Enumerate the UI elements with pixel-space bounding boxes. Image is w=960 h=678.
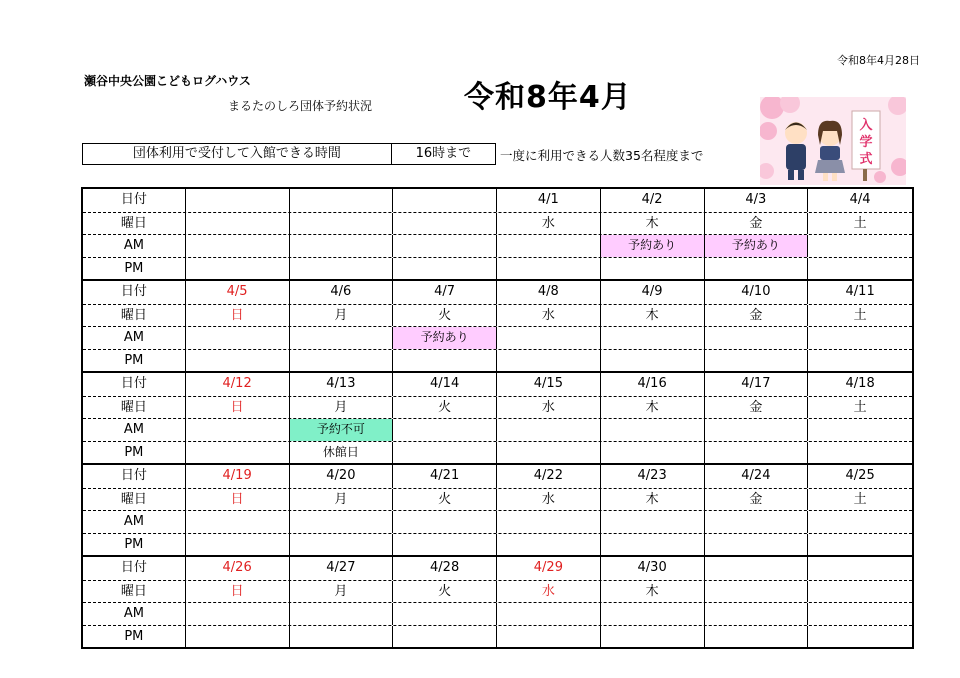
date-cell: 4/29 xyxy=(497,557,601,580)
date-cell: 4/20 xyxy=(290,465,394,488)
row-label: PM xyxy=(83,626,186,648)
pm-slot xyxy=(497,258,601,280)
issue-date: 令和8年4月28日 xyxy=(837,54,920,67)
pm-slot xyxy=(705,626,809,648)
am-slot xyxy=(290,603,394,625)
weekday-cell: 火 xyxy=(393,305,497,327)
date-cell xyxy=(808,557,912,580)
am-slot xyxy=(705,419,809,441)
am-slot xyxy=(808,419,912,441)
am-slot xyxy=(601,327,705,349)
am-slot xyxy=(497,235,601,257)
pm-slot xyxy=(601,626,705,648)
pm-slot xyxy=(186,350,290,372)
pm-row xyxy=(83,625,912,648)
am-slot xyxy=(186,327,290,349)
weekday-cell: 木 xyxy=(601,397,705,419)
pm-slot xyxy=(601,442,705,464)
am-slot xyxy=(601,603,705,625)
date-row xyxy=(83,557,912,580)
weekday-cell: 水 xyxy=(497,213,601,235)
row-label: 曜日 xyxy=(83,305,186,327)
date-cell: 4/15 xyxy=(497,373,601,396)
date-cell: 4/23 xyxy=(601,465,705,488)
date-cell: 4/14 xyxy=(393,373,497,396)
date-cell: 4/19 xyxy=(186,465,290,488)
weekday-cell: 土 xyxy=(853,491,867,507)
row-label: 日付 xyxy=(83,373,186,396)
row-label: 日付 xyxy=(83,281,186,304)
weekday-cell: 火 xyxy=(393,397,497,419)
date-cell: 4/6 xyxy=(290,281,394,304)
am-slot xyxy=(497,327,601,349)
am-row xyxy=(83,234,912,257)
pm-slot xyxy=(705,350,809,372)
calendar-week xyxy=(83,555,912,647)
date-cell: 4/21 xyxy=(393,465,497,488)
weekday-cell: 金 xyxy=(705,489,809,511)
am-slot xyxy=(601,511,705,533)
weekday-cell: 木 xyxy=(601,213,705,235)
am-slot xyxy=(601,419,705,441)
weekday-row xyxy=(83,396,912,419)
closed-day-label: 休館日 xyxy=(290,442,394,464)
weekday-cell xyxy=(705,581,809,603)
pm-row xyxy=(83,441,912,464)
weekday-cell xyxy=(290,213,394,235)
am-row xyxy=(83,326,912,349)
am-slot xyxy=(808,603,912,625)
reservation-calendar xyxy=(81,187,914,649)
pm-slot xyxy=(290,350,394,372)
pm-slot xyxy=(393,442,497,464)
capacity-note: 一度に利用できる人数35名程度まで xyxy=(500,148,704,163)
date-cell: 4/18 xyxy=(845,376,875,391)
page-title: 令和8年4月 xyxy=(464,80,632,115)
weekday-row xyxy=(83,580,912,603)
entry-hours-box xyxy=(82,143,496,165)
weekday-cell xyxy=(808,581,912,603)
calendar-week xyxy=(83,279,912,371)
am-row xyxy=(83,510,912,533)
row-label: PM xyxy=(83,442,186,464)
date-cell xyxy=(290,189,394,212)
date-cell xyxy=(393,189,497,212)
pm-slot xyxy=(601,534,705,556)
row-label: AM xyxy=(83,511,186,533)
am-slot xyxy=(393,235,497,257)
am-row xyxy=(83,602,912,625)
weekday-cell: 日 xyxy=(186,489,290,511)
am-slot xyxy=(290,235,394,257)
am-slot xyxy=(186,419,290,441)
row-label: 曜日 xyxy=(83,581,186,603)
date-cell: 4/28 xyxy=(393,557,497,580)
facility-name: 瀬谷中央公園こどもログハウス xyxy=(84,74,251,88)
date-cell: 4/30 xyxy=(601,557,705,580)
weekday-cell: 水 xyxy=(497,489,601,511)
date-cell: 4/8 xyxy=(497,281,601,304)
entry-hours-label: 団体利用で受付して入館できる時間 xyxy=(83,144,392,164)
row-label: AM xyxy=(83,327,186,349)
calendar-week xyxy=(83,371,912,463)
pm-slot xyxy=(497,350,601,372)
row-label: 曜日 xyxy=(83,397,186,419)
calendar-week xyxy=(83,189,912,279)
date-row xyxy=(83,189,912,212)
date-cell: 4/11 xyxy=(845,284,875,299)
weekday-row xyxy=(83,304,912,327)
date-cell: 4/10 xyxy=(705,281,809,304)
pm-row xyxy=(83,257,912,280)
am-slot xyxy=(393,511,497,533)
date-row xyxy=(83,373,912,396)
am-slot xyxy=(705,603,809,625)
school-entrance-illustration xyxy=(760,97,906,185)
pm-slot xyxy=(393,258,497,280)
date-cell: 4/13 xyxy=(290,373,394,396)
am-slot xyxy=(497,511,601,533)
date-cell: 4/4 xyxy=(849,192,871,207)
date-cell xyxy=(705,557,809,580)
weekday-cell: 土 xyxy=(853,399,867,415)
pm-slot xyxy=(290,534,394,556)
weekday-cell xyxy=(393,213,497,235)
date-row xyxy=(83,465,912,488)
date-cell: 4/12 xyxy=(186,373,290,396)
svg-text:学: 学 xyxy=(859,135,873,150)
pm-slot xyxy=(186,534,290,556)
weekday-row xyxy=(83,488,912,511)
reserved-badge: 予約あり xyxy=(705,235,809,257)
am-slot xyxy=(808,327,912,349)
am-slot xyxy=(497,603,601,625)
weekday-cell: 木 xyxy=(601,489,705,511)
weekday-cell: 金 xyxy=(705,397,809,419)
date-cell: 4/17 xyxy=(705,373,809,396)
am-slot xyxy=(497,419,601,441)
row-label: PM xyxy=(83,258,186,280)
pm-slot xyxy=(601,350,705,372)
pm-slot xyxy=(497,626,601,648)
weekday-cell xyxy=(186,213,290,235)
weekday-cell: 月 xyxy=(290,581,394,603)
weekday-cell: 土 xyxy=(853,307,867,323)
row-label: AM xyxy=(83,235,186,257)
svg-text:入: 入 xyxy=(859,118,873,133)
row-label: PM xyxy=(83,350,186,372)
reserved-badge: 予約あり xyxy=(393,327,497,349)
am-row xyxy=(83,418,912,441)
weekday-cell: 日 xyxy=(186,581,290,603)
date-cell: 4/5 xyxy=(186,281,290,304)
pm-slot xyxy=(705,258,809,280)
weekday-cell: 火 xyxy=(393,581,497,603)
date-cell: 4/22 xyxy=(497,465,601,488)
date-cell: 4/1 xyxy=(497,189,601,212)
pm-slot xyxy=(705,534,809,556)
pm-slot xyxy=(705,442,809,464)
am-slot xyxy=(808,511,912,533)
pm-slot xyxy=(808,534,912,556)
calendar-week xyxy=(83,463,912,555)
pm-slot xyxy=(393,534,497,556)
date-row xyxy=(83,281,912,304)
pm-row xyxy=(83,349,912,372)
am-slot xyxy=(186,603,290,625)
weekday-cell: 日 xyxy=(186,305,290,327)
weekday-cell: 土 xyxy=(853,215,867,231)
pm-slot xyxy=(186,626,290,648)
weekday-cell: 月 xyxy=(290,397,394,419)
date-cell: 4/24 xyxy=(705,465,809,488)
pm-slot xyxy=(186,258,290,280)
am-slot xyxy=(290,327,394,349)
row-label: 日付 xyxy=(83,189,186,212)
reserved-badge: 予約あり xyxy=(601,235,705,257)
date-cell: 4/16 xyxy=(601,373,705,396)
pm-slot xyxy=(290,626,394,648)
pm-slot xyxy=(393,626,497,648)
date-cell: 4/25 xyxy=(845,468,875,483)
weekday-cell: 金 xyxy=(705,213,809,235)
row-label: AM xyxy=(83,603,186,625)
pm-slot xyxy=(808,626,912,648)
am-slot xyxy=(186,235,290,257)
am-slot xyxy=(186,511,290,533)
weekday-cell: 月 xyxy=(290,305,394,327)
am-slot xyxy=(808,235,912,257)
subtitle: まるたのしろ団体予約状況 xyxy=(228,99,373,113)
weekday-cell: 木 xyxy=(601,305,705,327)
row-label: PM xyxy=(83,534,186,556)
row-label: 曜日 xyxy=(83,489,186,511)
am-slot xyxy=(290,511,394,533)
weekday-cell: 日 xyxy=(186,397,290,419)
pm-slot xyxy=(601,258,705,280)
pm-slot xyxy=(808,258,912,280)
weekday-cell: 火 xyxy=(393,489,497,511)
row-label: AM xyxy=(83,419,186,441)
pm-slot xyxy=(393,350,497,372)
svg-text:式: 式 xyxy=(859,152,873,167)
weekday-cell: 水 xyxy=(497,305,601,327)
weekday-cell: 月 xyxy=(290,489,394,511)
date-cell xyxy=(186,189,290,212)
am-slot xyxy=(393,603,497,625)
date-cell: 4/27 xyxy=(290,557,394,580)
pm-slot xyxy=(497,534,601,556)
entry-hours-value: 16時まで xyxy=(415,146,472,161)
date-cell: 4/3 xyxy=(705,189,809,212)
pm-slot xyxy=(290,258,394,280)
weekday-row xyxy=(83,212,912,235)
pm-slot xyxy=(497,442,601,464)
weekday-cell: 木 xyxy=(601,581,705,603)
row-label: 曜日 xyxy=(83,213,186,235)
am-slot xyxy=(705,511,809,533)
row-label: 日付 xyxy=(83,557,186,580)
pm-slot xyxy=(808,442,912,464)
date-cell: 4/26 xyxy=(186,557,290,580)
date-cell: 4/7 xyxy=(393,281,497,304)
pm-slot xyxy=(808,350,912,372)
unavailable-badge: 予約不可 xyxy=(290,419,394,441)
weekday-cell: 水 xyxy=(497,397,601,419)
am-slot xyxy=(393,419,497,441)
date-cell: 4/2 xyxy=(601,189,705,212)
pm-slot xyxy=(186,442,290,464)
weekday-cell: 金 xyxy=(705,305,809,327)
weekday-cell: 水 xyxy=(497,581,601,603)
am-slot xyxy=(705,327,809,349)
date-cell: 4/9 xyxy=(601,281,705,304)
pm-row xyxy=(83,533,912,556)
row-label: 日付 xyxy=(83,465,186,488)
